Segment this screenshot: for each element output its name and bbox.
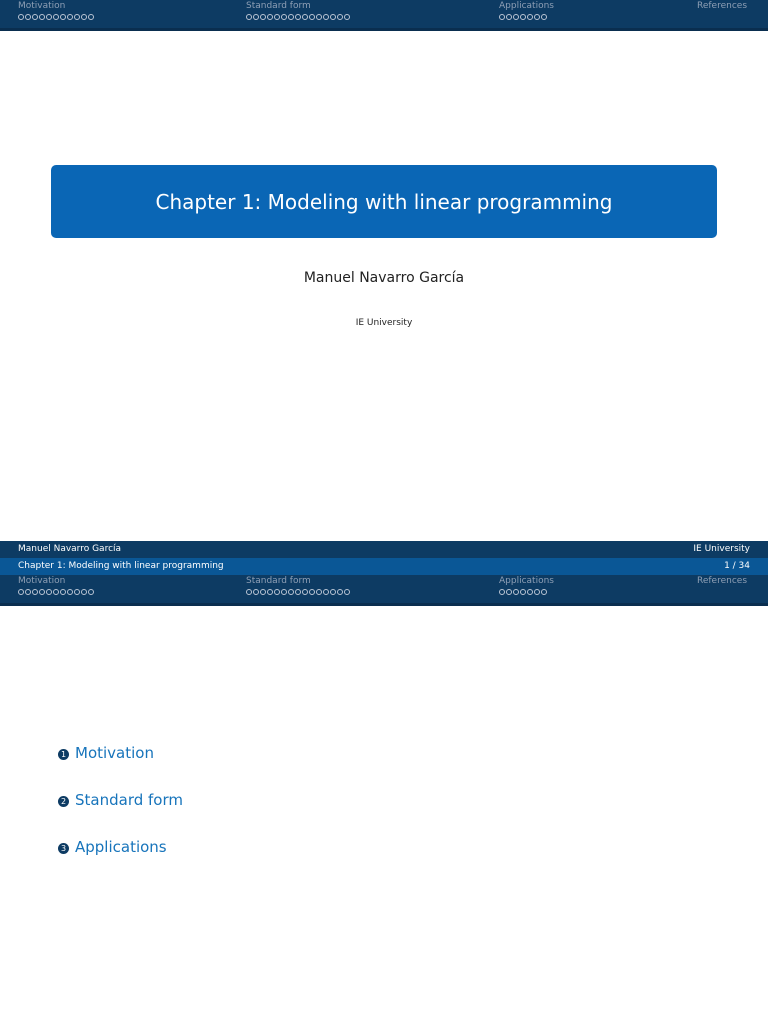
frame-dot[interactable] <box>281 589 287 595</box>
nav-frame-dots[interactable] <box>18 14 94 20</box>
frame-dot[interactable] <box>39 14 45 20</box>
frame-dot[interactable] <box>309 589 315 595</box>
frame-dot[interactable] <box>337 589 343 595</box>
frame-dot[interactable] <box>274 589 280 595</box>
title-block <box>51 165 717 238</box>
nav-section-label: Applications <box>499 576 554 586</box>
frame-dot[interactable] <box>499 589 505 595</box>
frame-dot[interactable] <box>25 14 31 20</box>
frame-dot[interactable] <box>541 589 547 595</box>
frame-dot[interactable] <box>541 14 547 20</box>
frame-dot[interactable] <box>88 589 94 595</box>
outline-item-label[interactable]: Applications <box>75 837 167 856</box>
nav-section-label: Motivation <box>18 1 66 11</box>
nav-frame-dots[interactable] <box>499 589 547 595</box>
frame-dot[interactable] <box>67 589 73 595</box>
frame-dot[interactable] <box>46 589 52 595</box>
nav-section-label: Applications <box>499 1 554 11</box>
frame-dot[interactable] <box>267 589 273 595</box>
frame-dot[interactable] <box>81 14 87 20</box>
frame-dot[interactable] <box>506 589 512 595</box>
frame-dot[interactable] <box>309 14 315 20</box>
footer-page-number: 1 / 34 <box>724 561 750 571</box>
frame-dot[interactable] <box>53 14 59 20</box>
frame-dot[interactable] <box>344 14 350 20</box>
nav-frame-dots[interactable] <box>246 589 350 595</box>
frame-dot[interactable] <box>513 14 519 20</box>
footer <box>0 541 768 575</box>
outline-item-standard-form[interactable] <box>58 776 183 823</box>
frame-dot[interactable] <box>25 589 31 595</box>
frame-dot[interactable] <box>246 589 252 595</box>
navigation-bar-rule <box>0 603 768 606</box>
outline-item-applications[interactable] <box>58 823 183 870</box>
outline-item-motivation[interactable] <box>58 729 183 776</box>
author-name: Manuel Navarro García <box>303 270 465 286</box>
frame-dot[interactable] <box>260 589 266 595</box>
frame-dot[interactable] <box>267 14 273 20</box>
frame-dot[interactable] <box>513 589 519 595</box>
numbered-bullet: 3 <box>58 843 69 854</box>
nav-section-label: Standard form <box>246 576 311 586</box>
frame-dot[interactable] <box>316 14 322 20</box>
frame-dot[interactable] <box>81 589 87 595</box>
frame-dot[interactable] <box>53 589 59 595</box>
nav-frame-dots[interactable] <box>18 589 94 595</box>
frame-dot[interactable] <box>18 14 24 20</box>
frame-dot[interactable] <box>88 14 94 20</box>
frame-dot[interactable] <box>520 589 526 595</box>
frame-dot[interactable] <box>323 589 329 595</box>
outline-item-label[interactable]: Motivation <box>75 743 154 762</box>
frame-dot[interactable] <box>288 589 294 595</box>
frame-dot[interactable] <box>295 589 301 595</box>
numbered-bullet: 2 <box>58 796 69 807</box>
nav-frame-dots[interactable] <box>246 14 350 20</box>
frame-dot[interactable] <box>18 589 24 595</box>
nav-section-label: References <box>697 576 748 586</box>
footer-author: Manuel Navarro García <box>18 544 122 554</box>
nav-section-label: References <box>697 1 748 11</box>
frame-dot[interactable] <box>323 14 329 20</box>
frame-dot[interactable] <box>527 14 533 20</box>
navigation-bar-rule <box>0 28 768 31</box>
footer-institute: IE University <box>693 544 750 554</box>
frame-dot[interactable] <box>32 589 38 595</box>
frame-dot[interactable] <box>506 14 512 20</box>
slide-title: Chapter 1: Modeling with linear programming <box>155 189 613 214</box>
frame-dot[interactable] <box>330 589 336 595</box>
frame-dot[interactable] <box>74 589 80 595</box>
frame-dot[interactable] <box>74 14 80 20</box>
frame-dot[interactable] <box>281 14 287 20</box>
navigation-bar <box>0 0 768 28</box>
footer-short-title: Chapter 1: Modeling with linear programming <box>18 561 224 571</box>
frame-dot[interactable] <box>527 589 533 595</box>
frame-dot[interactable] <box>499 14 505 20</box>
frame-dot[interactable] <box>60 589 66 595</box>
nav-section-label: Motivation <box>18 576 66 586</box>
frame-dot[interactable] <box>534 14 540 20</box>
frame-dot[interactable] <box>295 14 301 20</box>
footer-title-row <box>0 558 768 575</box>
frame-dot[interactable] <box>337 14 343 20</box>
frame-dot[interactable] <box>253 589 259 595</box>
outline-slide <box>0 575 768 1024</box>
frame-dot[interactable] <box>330 14 336 20</box>
frame-dot[interactable] <box>344 589 350 595</box>
frame-dot[interactable] <box>32 14 38 20</box>
frame-dot[interactable] <box>316 589 322 595</box>
frame-dot[interactable] <box>274 14 280 20</box>
nav-section-label: Standard form <box>246 1 311 11</box>
frame-dot[interactable] <box>288 14 294 20</box>
frame-dot[interactable] <box>246 14 252 20</box>
navigation-bar <box>0 575 768 603</box>
frame-dot[interactable] <box>260 14 266 20</box>
institute-name: IE University <box>355 318 413 328</box>
footer-author-row <box>0 541 768 558</box>
frame-dot[interactable] <box>520 14 526 20</box>
frame-dot[interactable] <box>46 14 52 20</box>
numbered-bullet: 1 <box>58 749 69 760</box>
frame-dot[interactable] <box>302 589 308 595</box>
frame-dot[interactable] <box>60 14 66 20</box>
frame-dot[interactable] <box>67 14 73 20</box>
outline-item-label[interactable]: Standard form <box>75 790 183 809</box>
nav-frame-dots[interactable] <box>499 14 547 20</box>
frame-dot[interactable] <box>253 14 259 20</box>
frame-dot[interactable] <box>534 589 540 595</box>
outline-list <box>58 729 183 870</box>
frame-dot[interactable] <box>39 589 45 595</box>
frame-dot[interactable] <box>302 14 308 20</box>
